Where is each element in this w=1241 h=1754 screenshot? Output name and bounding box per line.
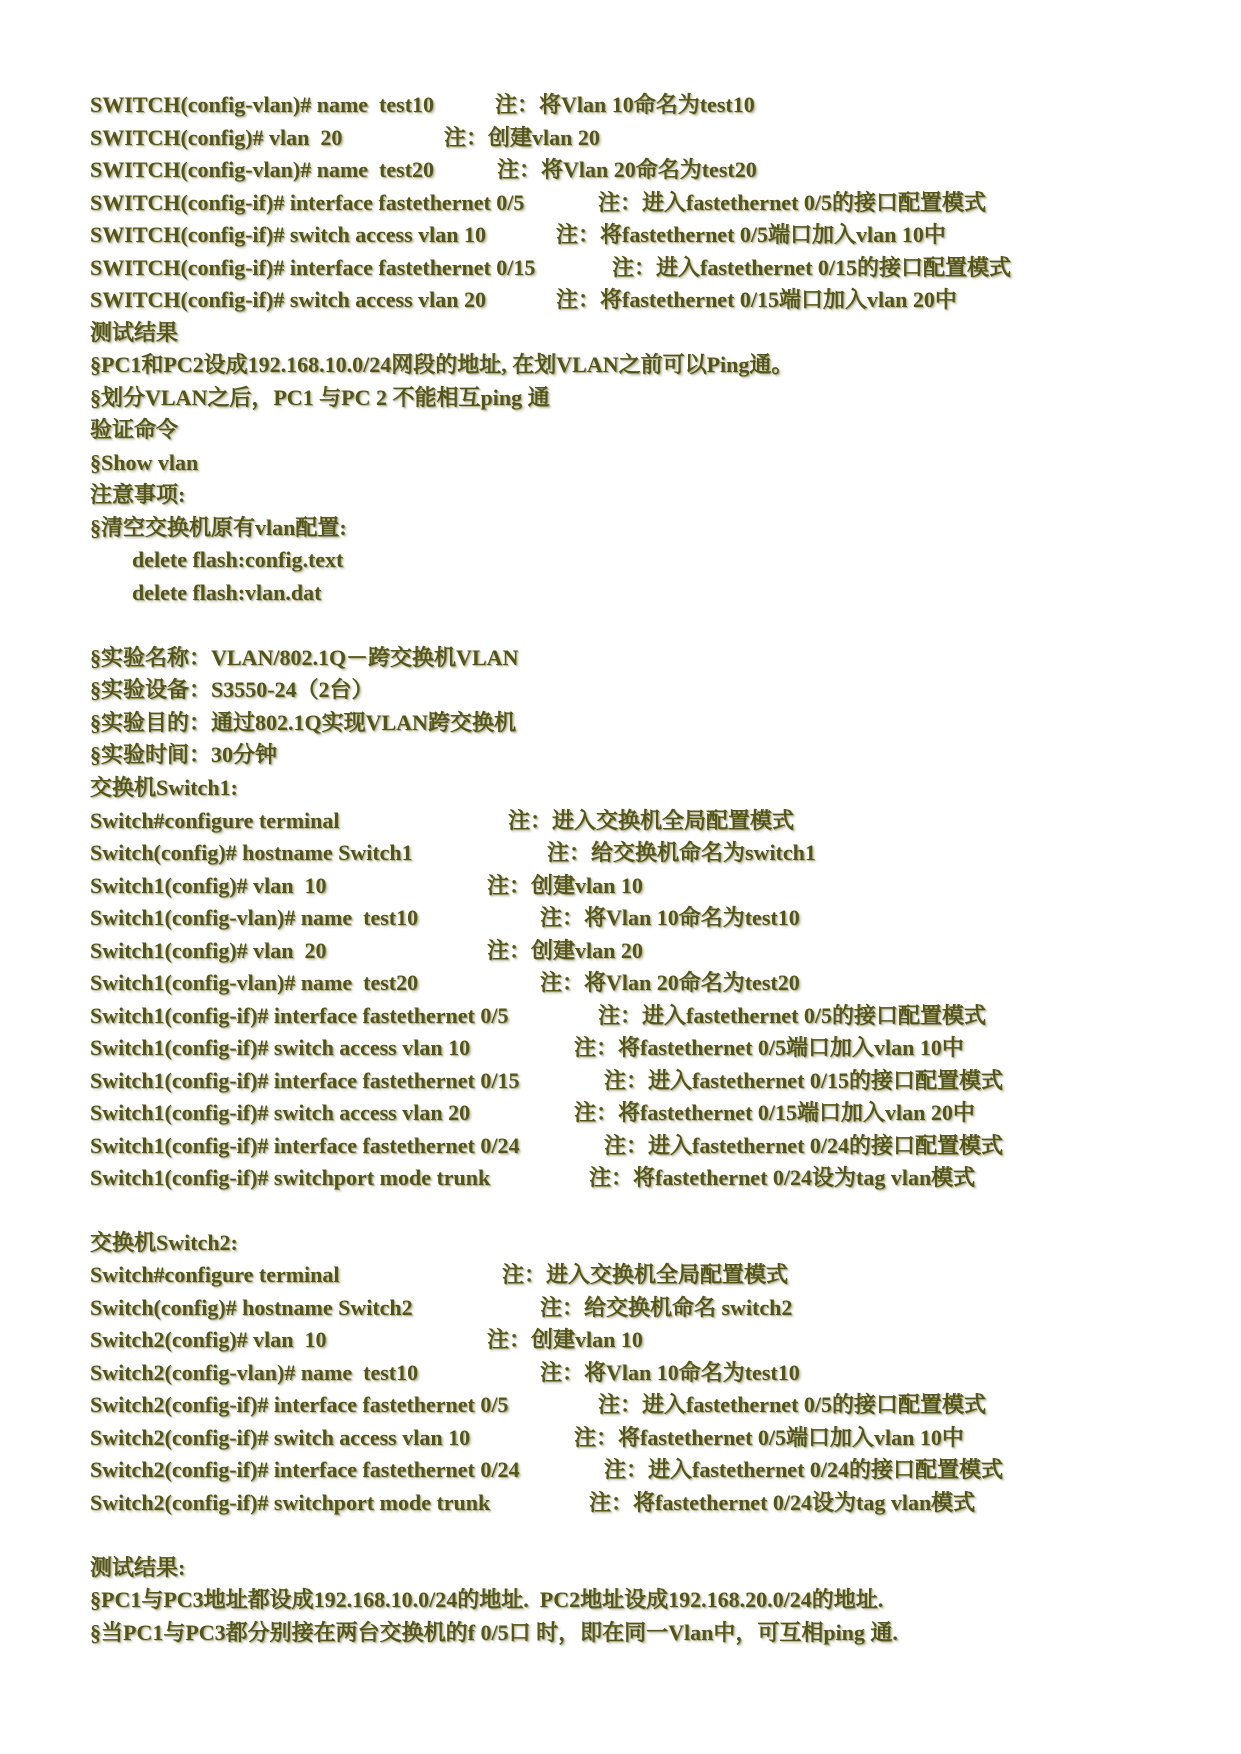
lab-name: §实验名称：VLAN/802.1Q－跨交换机VLAN bbox=[90, 645, 519, 670]
config-command: Switch2(config-if)# switchport mode trunk bbox=[90, 1490, 491, 1515]
config-command: Switch2(config-vlan)# name test10 bbox=[90, 1360, 419, 1385]
config-command: SWITCH(config-if)# interface fastethernet 0/15 bbox=[90, 255, 536, 280]
section-heading: 验证命令 bbox=[90, 417, 179, 442]
config-command: Switch2(config)# vlan 10 bbox=[90, 1327, 327, 1352]
config-command: Switch(config)# hostname Switch1 bbox=[90, 840, 413, 865]
config-command: Switch2(config-if)# interface fastethernet 0/24 bbox=[90, 1457, 520, 1482]
bullet-item: §当PC1与PC3都分别接在两台交换机的f 0/5口 时，即在同一Vlan中，可互相ping 通. bbox=[90, 1620, 898, 1645]
config-note: 注：进入交换机全局配置模式 bbox=[508, 808, 795, 833]
config-note: 注：将fastethernet 0/15端口加入vlan 20中 bbox=[574, 1100, 975, 1125]
bullet-item: §PC1和PC2设成192.168.10.0/24网段的地址, 在划VLAN之前可以Ping通。 bbox=[90, 352, 794, 377]
config-command: Switch#configure terminal bbox=[90, 808, 340, 833]
config-command: Switch1(config)# vlan 10 bbox=[90, 873, 327, 898]
config-note: 注：将fastethernet 0/5端口加入vlan 10中 bbox=[556, 222, 946, 247]
config-note: 注：进入fastethernet 0/15的接口配置模式 bbox=[612, 255, 1012, 280]
config-note: 注：将fastethernet 0/5端口加入vlan 10中 bbox=[574, 1425, 964, 1450]
bullet-item: §PC1与PC3地址都设成192.168.10.0/24的地址. PC2地址设成192.168.20.0/24的地址. bbox=[90, 1587, 884, 1612]
config-command: SWITCH(config-if)# switch access vlan 10 bbox=[90, 222, 486, 247]
config-command: SWITCH(config-vlan)# name test10 bbox=[90, 92, 435, 117]
section-heading: 交换机Switch1: bbox=[90, 775, 238, 800]
config-command: SWITCH(config-if)# interface fastethernet 0/5 bbox=[90, 190, 525, 215]
config-command: Switch2(config-if)# switch access vlan 10 bbox=[90, 1425, 471, 1450]
config-note: 注：进入fastethernet 0/24的接口配置模式 bbox=[604, 1457, 1004, 1482]
bullet-item: §清空交换机原有vlan配置: bbox=[90, 515, 347, 540]
config-command: Switch2(config-if)# interface fastethernet 0/5 bbox=[90, 1392, 509, 1417]
section-heading: 测试结果 bbox=[90, 320, 179, 345]
lab-purpose: §实验目的：通过802.1Q实现VLAN跨交换机 bbox=[90, 710, 516, 735]
config-note: 注：将Vlan 10命名为test10 bbox=[540, 1360, 800, 1385]
config-note: 注：创建vlan 10 bbox=[487, 1327, 643, 1352]
config-command: Switch1(config-if)# interface fastethernet 0/5 bbox=[90, 1003, 509, 1028]
bullet-item: §Show vlan bbox=[90, 450, 199, 475]
config-command: Switch1(config)# vlan 20 bbox=[90, 938, 327, 963]
config-note: 注：将Vlan 20命名为test20 bbox=[497, 157, 757, 182]
config-note: 注：将Vlan 20命名为test20 bbox=[540, 970, 800, 995]
config-command: Switch1(config-if)# interface fastethernet 0/24 bbox=[90, 1133, 520, 1158]
config-command: Switch1(config-if)# switch access vlan 10 bbox=[90, 1035, 471, 1060]
config-note: 注：将fastethernet 0/24设为tag vlan模式 bbox=[589, 1490, 976, 1515]
config-command: Switch1(config-vlan)# name test10 bbox=[90, 905, 419, 930]
config-note: 注：进入fastethernet 0/5的接口配置模式 bbox=[598, 1392, 987, 1417]
config-note: 注：创建vlan 20 bbox=[487, 938, 643, 963]
config-note: 注：进入fastethernet 0/5的接口配置模式 bbox=[598, 1003, 987, 1028]
config-command: Switch1(config-if)# switch access vlan 20 bbox=[90, 1100, 471, 1125]
config-note: 注：进入fastethernet 0/15的接口配置模式 bbox=[604, 1068, 1004, 1093]
config-command: Switch1(config-if)# interface fastethernet 0/15 bbox=[90, 1068, 520, 1093]
config-command: SWITCH(config)# vlan 20 bbox=[90, 125, 343, 150]
command-line: delete flash:vlan.dat bbox=[132, 580, 322, 605]
config-note: 注：创建vlan 10 bbox=[487, 873, 643, 898]
config-note: 注：给交换机命名为switch1 bbox=[547, 840, 816, 865]
config-note: 注：进入交换机全局配置模式 bbox=[502, 1262, 789, 1287]
config-command: Switch1(config-vlan)# name test20 bbox=[90, 970, 419, 995]
config-note: 注：给交换机命名 switch2 bbox=[540, 1295, 793, 1320]
section-heading: 注意事项: bbox=[90, 482, 186, 507]
config-note: 注：将fastethernet 0/15端口加入vlan 20中 bbox=[556, 287, 957, 312]
config-note: 注：将Vlan 10命名为test10 bbox=[495, 92, 755, 117]
lab-time: §实验时间：30分钟 bbox=[90, 742, 278, 767]
bullet-item: §划分VLAN之后，PC1 与PC 2 不能相互ping 通 bbox=[90, 385, 550, 410]
config-note: 注：进入fastethernet 0/5的接口配置模式 bbox=[598, 190, 987, 215]
config-command: Switch1(config-if)# switchport mode trunk bbox=[90, 1165, 491, 1190]
config-note: 注：将Vlan 10命名为test10 bbox=[540, 905, 800, 930]
config-command: SWITCH(config-if)# switch access vlan 20 bbox=[90, 287, 486, 312]
section-heading: 交换机Switch2: bbox=[90, 1230, 238, 1255]
config-command: SWITCH(config-vlan)# name test20 bbox=[90, 157, 435, 182]
config-note: 注：进入fastethernet 0/24的接口配置模式 bbox=[604, 1133, 1004, 1158]
config-note: 注：将fastethernet 0/5端口加入vlan 10中 bbox=[574, 1035, 964, 1060]
command-line: delete flash:config.text bbox=[132, 547, 344, 572]
config-note: 注：将fastethernet 0/24设为tag vlan模式 bbox=[589, 1165, 976, 1190]
config-note: 注：创建vlan 20 bbox=[444, 125, 600, 150]
lab-equipment: §实验设备：S3550-24（2台） bbox=[90, 677, 374, 702]
config-command: Switch#configure terminal bbox=[90, 1262, 340, 1287]
section-heading: 测试结果: bbox=[90, 1555, 186, 1580]
config-command: Switch(config)# hostname Switch2 bbox=[90, 1295, 413, 1320]
